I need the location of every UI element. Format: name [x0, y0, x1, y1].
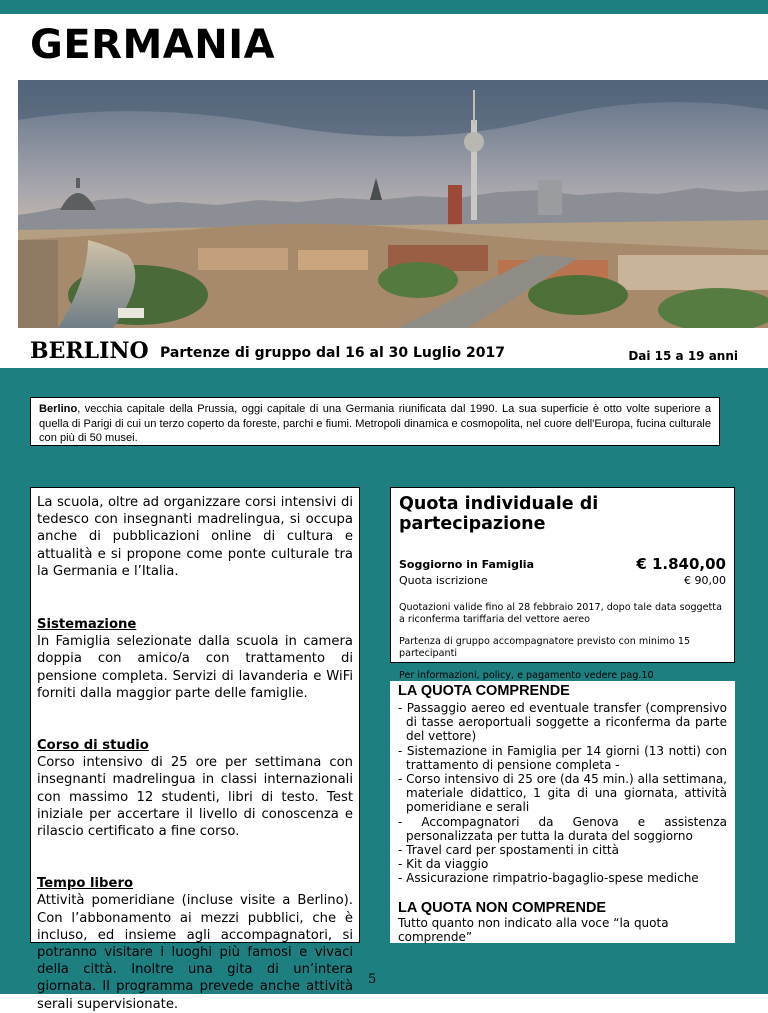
accommodation-title: Sistemazione — [37, 617, 137, 633]
age-range: Dai 15 a 19 anni — [628, 349, 738, 363]
included-item: - Accompagnatori da Genova e assistenza personalizzata per tutta la durata del soggiorno — [398, 814, 727, 843]
included-title: LA QUOTA COMPRENDE — [398, 683, 570, 699]
city-title: BERLINO — [30, 338, 149, 364]
not-included-text: Tutto quanto non indicato alla voce “la quota comprende” — [398, 915, 669, 944]
included-list — [398, 701, 727, 886]
berlin-skyline-photo — [18, 80, 768, 328]
departure-dates: Partenze di gruppo dal 16 al 30 Luglio 2017 — [160, 345, 505, 361]
free-time-text: Attività pomeridiane (incluse visite a Berlino). Con l’abbonamento ai mezzi pubblici, che è incluso, ed insieme agli accompagnatori, si potranno visitare i luoghi più famosi e vivaci della città. Inoltre una gita di un’intera giornata. Il programma prevede anche attività serali supervisionate. — [37, 893, 353, 1012]
stay-price-row — [399, 555, 726, 574]
group-note: Partenza di gruppo accompagnatore previsto con minimo 15 partecipanti — [399, 636, 691, 659]
page-title: GERMANIA — [30, 22, 276, 68]
info-note: Per informazioni, policy, e pagamento vedere pag.10 — [399, 670, 654, 681]
included-item: - Corso intensivo di 25 ore (da 45 min.) alla settimana, materiale didattico, 1 gita di una giornata, attività pomeridiane e serali — [398, 772, 727, 815]
fee-price: € 90,00 — [684, 574, 726, 587]
included-item: - Assicurazione rimpatrio-bagaglio-spese mediche — [398, 871, 699, 886]
course-text: Corso intensivo di 25 ore per settimana con insegnanti madrelingua in classi internazionali con massimo 12 studenti, libri di testo. Test iniziale per accertare il livello di conoscenza e rilascio certificato a fine corso. — [37, 755, 353, 840]
stay-price: € 1.840,00 — [636, 555, 726, 573]
not-included-title: LA QUOTA NON COMPRENDE — [398, 899, 607, 916]
page-number: 5 — [368, 972, 377, 987]
included-box — [390, 681, 735, 943]
city-intro-box — [30, 397, 720, 446]
included-item: - Travel card per spostamenti in città — [398, 843, 619, 858]
free-time-title: Tempo libero — [37, 876, 134, 892]
fee-price-row — [399, 574, 726, 590]
course-title: Corso di studio — [37, 738, 149, 754]
top-color-bar — [0, 0, 768, 14]
program-description-box — [30, 487, 360, 1012]
validity-note: Quotazioni valide fino al 28 febbraio 2017, dopo tale data soggetta a riconferma tariffaria del vettore aereo — [399, 602, 722, 625]
intro-text: , vecchia capitale della Prussia, oggi capitale di una Germania riunificata dal 1990. La sua superficie è otto volte superiore a quella di Parigi di cui un terzo coperto da foreste, parchi e fiumi. Metropoli dinamica e cosmopolita, nel cuore dell'Europa, fucina culturale con più di 50 musei. — [39, 403, 711, 444]
accommodation-text: In Famiglia selezionate dalla scuola in camera doppia con amico/a con trattamento di pensione completa. Servizi di lavanderia e WiFi forniti dalla maggior parte delle famiglie. — [37, 634, 353, 701]
price-box-title: Quota individuale di partecipazione — [399, 494, 599, 534]
included-item: - Passaggio aereo ed eventuale transfer (comprensivo di tasse aeroportuali soggette a riconferma da parte del vettore) — [398, 701, 727, 744]
included-item: - Kit da viaggio — [398, 857, 489, 872]
stay-label: Soggiorno in Famiglia — [399, 558, 534, 571]
included-item: - Sistemazione in Famiglia per 14 giorni (13 notti) con trattamento di pensione completa - — [398, 743, 727, 772]
price-box — [390, 487, 735, 681]
intro-city-name: Berlino — [39, 403, 78, 415]
school-intro: La scuola, oltre ad organizzare corsi intensivi di tedesco con insegnanti madrelingua, si occupa anche di pubblicazioni online di cultura e attualità e si propone come ponte culturale tra la Germania e l’Italia. — [37, 495, 353, 579]
fee-label: Quota iscrizione — [399, 574, 488, 587]
